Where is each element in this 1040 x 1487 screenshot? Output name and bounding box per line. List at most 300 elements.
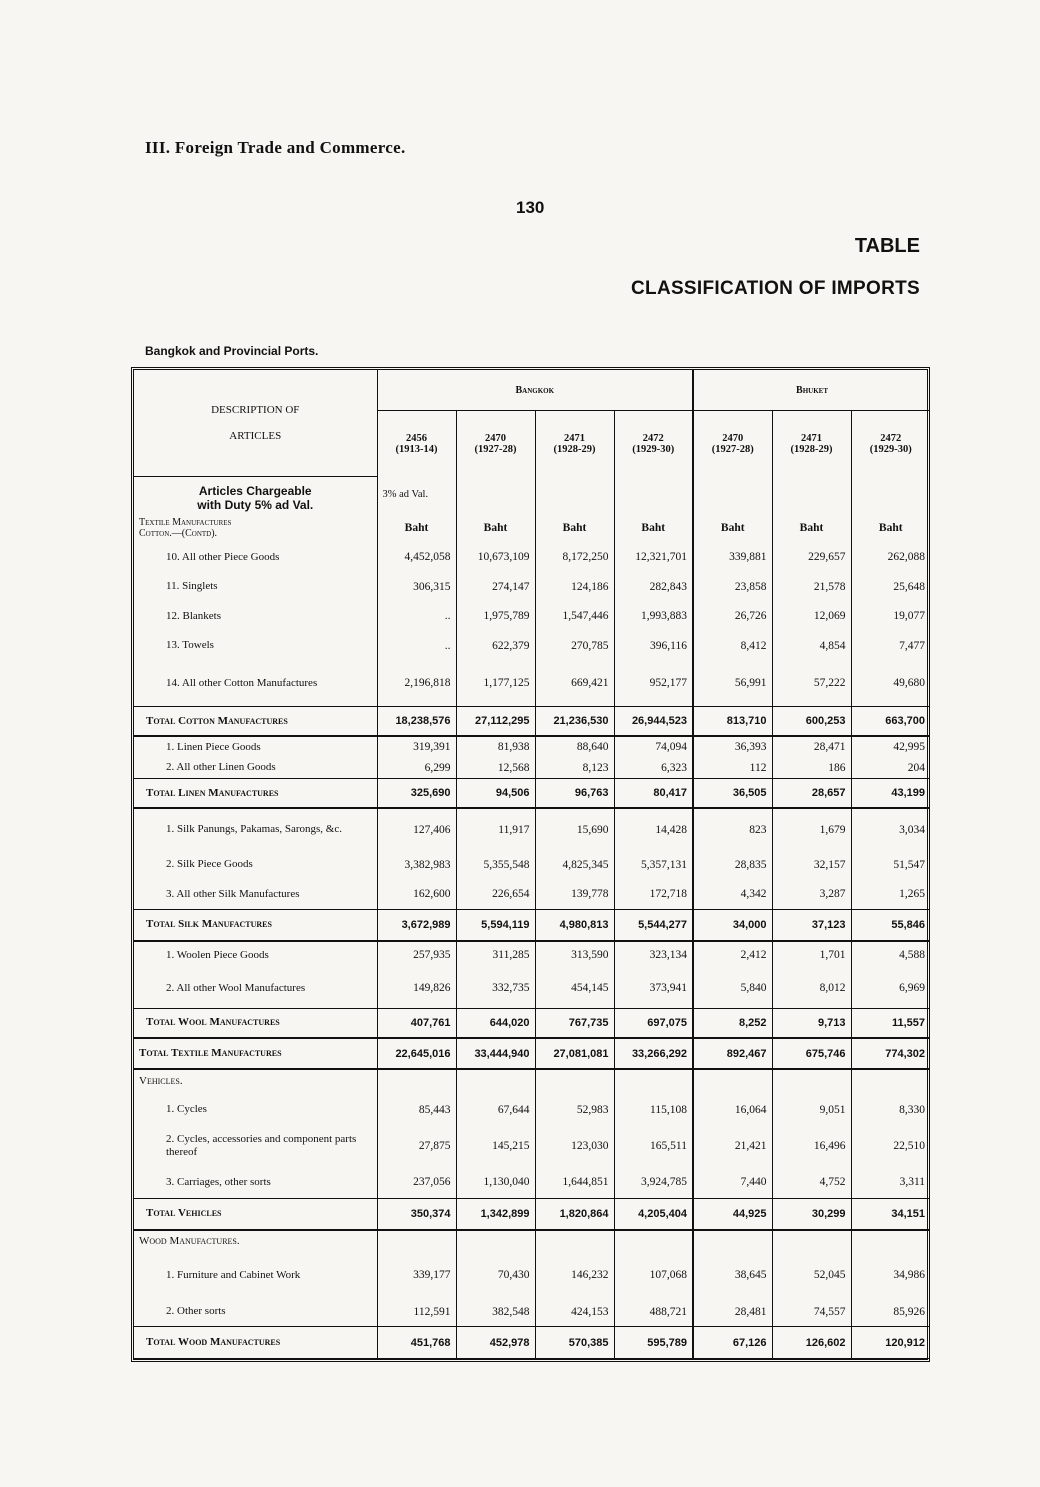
table-row <box>134 757 930 778</box>
table-row <box>134 1126 930 1166</box>
group-label <box>134 1069 377 1092</box>
value-cell: 14,428 <box>614 808 693 850</box>
value-cell: 74,557 <box>772 1297 851 1327</box>
value-cell <box>772 1069 851 1092</box>
row-label-text: 1. Woolen Piece Goods <box>166 948 269 961</box>
row-label-text: 2. Other sorts <box>166 1305 226 1318</box>
value-cell: 382,548 <box>456 1297 535 1327</box>
row-label-text: 1. Furniture and Cabinet Work <box>166 1268 301 1281</box>
value-cell: 4,452,058 <box>377 542 456 572</box>
value-cell: 16,064 <box>693 1093 772 1127</box>
total-label <box>134 909 377 941</box>
value-cell: 3,034 <box>851 808 930 850</box>
value-cell: 319,391 <box>377 736 456 757</box>
value-cell: 9,051 <box>772 1093 851 1127</box>
value-cell: 8,252 <box>693 1008 772 1038</box>
value-cell: 28,471 <box>772 736 851 757</box>
value-cell: 37,123 <box>772 909 851 941</box>
value-cell: 165,511 <box>614 1126 693 1166</box>
value-cell: 94,506 <box>456 779 535 809</box>
table-row <box>134 631 930 661</box>
unit-cell: Baht <box>614 513 693 543</box>
value-cell: 813,710 <box>693 707 772 737</box>
value-cell: 262,088 <box>851 542 930 572</box>
value-cell: 57,222 <box>772 660 851 706</box>
row-label <box>134 880 377 910</box>
value-cell: 56,991 <box>693 660 772 706</box>
value-cell: 339,177 <box>377 1253 456 1297</box>
value-cell: 12,321,701 <box>614 542 693 572</box>
value-cell: 3,924,785 <box>614 1166 693 1198</box>
value-cell: 22,510 <box>851 1126 930 1166</box>
imports-table <box>131 367 930 1362</box>
desc-header-line1: DESCRIPTION OF <box>211 403 300 416</box>
value-cell: 237,056 <box>377 1166 456 1198</box>
value-cell: 23,858 <box>693 572 772 602</box>
value-cell <box>377 1069 456 1092</box>
value-cell <box>851 1230 930 1253</box>
year-header <box>614 411 693 477</box>
table-row <box>134 1230 930 1253</box>
value-cell: 1,975,789 <box>456 601 535 631</box>
value-cell: 33,266,292 <box>614 1038 693 1070</box>
value-cell: 570,385 <box>535 1327 614 1359</box>
value-cell: 81,938 <box>456 736 535 757</box>
row-label <box>134 1166 377 1198</box>
table-row <box>134 572 930 602</box>
value-cell <box>693 1069 772 1092</box>
value-cell: 313,590 <box>535 941 614 968</box>
value-cell: 952,177 <box>614 660 693 706</box>
table-row <box>134 779 930 809</box>
value-cell: 85,926 <box>851 1297 930 1327</box>
unit-cell: Baht <box>456 513 535 543</box>
table-row <box>134 941 930 968</box>
value-cell: 32,157 <box>772 850 851 880</box>
table-row <box>134 1008 930 1038</box>
value-cell: 4,588 <box>851 941 930 968</box>
value-cell: 3,311 <box>851 1166 930 1198</box>
year-header <box>535 411 614 477</box>
page-number: 130 <box>516 198 545 217</box>
value-cell: 27,081,081 <box>535 1038 614 1070</box>
row-label-text: 2. Cycles, accessories and component parts thereof <box>166 1133 357 1159</box>
value-cell: 120,912 <box>851 1327 930 1359</box>
unit-cell: Baht <box>693 513 772 543</box>
row-label <box>134 542 377 572</box>
value-cell: 149,826 <box>377 968 456 1008</box>
unit-cell: Baht <box>535 513 614 543</box>
value-cell: 697,075 <box>614 1008 693 1038</box>
row-label <box>134 1126 377 1166</box>
value-cell: 204 <box>851 757 930 778</box>
value-cell: 323,134 <box>614 941 693 968</box>
row-label <box>134 941 377 968</box>
textile-head: Textile Manufactures <box>139 516 232 528</box>
table-row <box>134 909 930 941</box>
value-cell: 229,657 <box>772 542 851 572</box>
value-cell: 774,302 <box>851 1038 930 1070</box>
value-cell: 4,854 <box>772 631 851 661</box>
table-row <box>134 850 930 880</box>
value-cell: 1,342,899 <box>456 1198 535 1230</box>
value-cell: 52,045 <box>772 1253 851 1297</box>
year-be: 2456 <box>406 432 427 444</box>
value-cell: 12,069 <box>772 601 851 631</box>
value-cell: 8,330 <box>851 1093 930 1127</box>
value-cell <box>614 1230 693 1253</box>
value-cell: 339,881 <box>693 542 772 572</box>
value-cell: 424,153 <box>535 1297 614 1327</box>
value-cell: 34,000 <box>693 909 772 941</box>
value-cell: 19,077 <box>851 601 930 631</box>
desc-header-line2: ARTICLES <box>229 429 282 442</box>
value-cell <box>377 1230 456 1253</box>
value-cell <box>535 1069 614 1092</box>
description-column-header <box>134 370 377 476</box>
total-label <box>134 1038 377 1070</box>
value-cell: 26,944,523 <box>614 707 693 737</box>
value-cell: 55,846 <box>851 909 930 941</box>
row-label <box>134 1297 377 1327</box>
value-cell: 34,151 <box>851 1198 930 1230</box>
table-row <box>134 1198 930 1230</box>
value-cell: 1,177,125 <box>456 660 535 706</box>
value-cell: 1,644,851 <box>535 1166 614 1198</box>
value-cell <box>456 1230 535 1253</box>
value-cell: 595,789 <box>614 1327 693 1359</box>
row-label-text: 1. Cycles <box>166 1103 207 1116</box>
row-label <box>134 757 377 778</box>
value-cell: 88,640 <box>535 736 614 757</box>
value-cell: 186 <box>772 757 851 778</box>
value-cell: .. <box>377 601 456 631</box>
value-cell: 4,980,813 <box>535 909 614 941</box>
value-cell: 18,238,576 <box>377 707 456 737</box>
row-label-text: Total Cotton Manufactures <box>146 714 288 727</box>
value-cell: 28,835 <box>693 850 772 880</box>
value-cell: 5,594,119 <box>456 909 535 941</box>
value-cell: 892,467 <box>693 1038 772 1070</box>
table-label: TABLE <box>854 235 920 257</box>
value-cell: 767,735 <box>535 1008 614 1038</box>
total-label <box>134 779 377 809</box>
row-label-text: Wood Manufactures. <box>139 1235 240 1248</box>
value-cell: 3,287 <box>772 880 851 910</box>
unit-cell: Baht <box>772 513 851 543</box>
value-cell: 282,843 <box>614 572 693 602</box>
value-cell: 4,825,345 <box>535 850 614 880</box>
table-row <box>134 1069 930 1092</box>
row-label-text: 10. All other Piece Goods <box>166 550 280 563</box>
row-label-text: 3. All other Silk Manufactures <box>166 887 300 900</box>
value-cell: 6,323 <box>614 757 693 778</box>
row-label <box>134 601 377 631</box>
value-cell: 1,130,040 <box>456 1166 535 1198</box>
value-cell: 51,547 <box>851 850 930 880</box>
value-cell: 124,186 <box>535 572 614 602</box>
year-header <box>377 411 456 477</box>
value-cell: 823 <box>693 808 772 850</box>
row-label <box>134 631 377 661</box>
row-label-text: 2. Silk Piece Goods <box>166 858 253 871</box>
value-cell: 123,030 <box>535 1126 614 1166</box>
value-cell: 8,123 <box>535 757 614 778</box>
row-label <box>134 1253 377 1297</box>
year-be: 2470 <box>485 432 506 444</box>
value-cell: 600,253 <box>772 707 851 737</box>
value-cell: 8,012 <box>772 968 851 1008</box>
unit-cell: Baht <box>377 513 456 543</box>
value-cell: 162,600 <box>377 880 456 910</box>
value-cell: 226,654 <box>456 880 535 910</box>
value-cell <box>535 1230 614 1253</box>
row-label <box>134 968 377 1008</box>
value-cell: 373,941 <box>614 968 693 1008</box>
value-cell: 43,199 <box>851 779 930 809</box>
year-ce: (1929-30) <box>632 443 675 455</box>
table-row <box>134 1297 930 1327</box>
value-cell <box>614 1069 693 1092</box>
row-label <box>134 1093 377 1127</box>
value-cell: 454,145 <box>535 968 614 1008</box>
value-cell <box>772 1230 851 1253</box>
year-ce: (1927-28) <box>474 443 517 455</box>
value-cell: 96,763 <box>535 779 614 809</box>
table-row <box>134 1327 930 1359</box>
value-cell: 30,299 <box>772 1198 851 1230</box>
year-be: 2471 <box>801 432 822 444</box>
row-label <box>134 660 377 706</box>
value-cell: 146,232 <box>535 1253 614 1297</box>
value-cell: 311,285 <box>456 941 535 968</box>
value-cell: 1,265 <box>851 880 930 910</box>
value-cell: 1,679 <box>772 808 851 850</box>
value-cell: 350,374 <box>377 1198 456 1230</box>
value-cell: 145,215 <box>456 1126 535 1166</box>
year-ce: (1913-14) <box>395 443 438 455</box>
row-label-text: Total Wool Manufactures <box>146 1016 280 1029</box>
value-cell: 36,393 <box>693 736 772 757</box>
table-row <box>134 808 930 850</box>
value-cell: 7,440 <box>693 1166 772 1198</box>
value-cell: 107,068 <box>614 1253 693 1297</box>
value-cell: 21,236,530 <box>535 707 614 737</box>
table-row <box>134 1093 930 1127</box>
value-cell: 1,701 <box>772 941 851 968</box>
value-cell: 4,342 <box>693 880 772 910</box>
value-cell: 8,412 <box>693 631 772 661</box>
row-label-text: Total Silk Manufactures <box>146 918 272 931</box>
value-cell: 34,986 <box>851 1253 930 1297</box>
section-head-line2: with Duty 5% ad Val. <box>197 497 314 512</box>
group-label <box>134 1230 377 1253</box>
value-cell: 33,444,940 <box>456 1038 535 1070</box>
value-cell: 126,602 <box>772 1327 851 1359</box>
value-cell: 16,496 <box>772 1126 851 1166</box>
value-cell: 44,925 <box>693 1198 772 1230</box>
value-cell: 622,379 <box>456 631 535 661</box>
table-row <box>134 707 930 737</box>
value-cell: 9,713 <box>772 1008 851 1038</box>
row-label-text: 1. Linen Piece Goods <box>166 740 261 753</box>
value-cell: 49,680 <box>851 660 930 706</box>
value-cell: 28,481 <box>693 1297 772 1327</box>
table-row <box>134 736 930 757</box>
year-header <box>456 411 535 477</box>
value-cell: 257,935 <box>377 941 456 968</box>
row-label-text: 12. Blankets <box>166 609 221 622</box>
value-cell: 6,969 <box>851 968 930 1008</box>
rate-cell: 3% ad Val. <box>382 489 429 501</box>
value-cell <box>851 1069 930 1092</box>
value-cell: 7,477 <box>851 631 930 661</box>
value-cell: 451,768 <box>377 1327 456 1359</box>
value-cell: 139,778 <box>535 880 614 910</box>
value-cell: 270,785 <box>535 631 614 661</box>
bangkok-header: Bangkok <box>377 370 693 411</box>
value-cell: 669,421 <box>535 660 614 706</box>
year-header <box>772 411 851 477</box>
table-row <box>134 1166 930 1198</box>
section-head-cell <box>134 476 377 512</box>
value-cell: 5,544,277 <box>614 909 693 941</box>
value-cell: 4,205,404 <box>614 1198 693 1230</box>
textile-cotton-head <box>134 513 377 543</box>
row-label-text: 2. All other Linen Goods <box>166 761 276 774</box>
value-cell: 8,172,250 <box>535 542 614 572</box>
value-cell: 11,917 <box>456 808 535 850</box>
value-cell: 38,645 <box>693 1253 772 1297</box>
value-cell: 325,690 <box>377 779 456 809</box>
value-cell: 644,020 <box>456 1008 535 1038</box>
value-cell: 172,718 <box>614 880 693 910</box>
value-cell: 1,547,446 <box>535 601 614 631</box>
value-cell: 26,726 <box>693 601 772 631</box>
unit-cell: Baht <box>851 513 930 543</box>
value-cell: 10,673,109 <box>456 542 535 572</box>
value-cell: 15,690 <box>535 808 614 850</box>
value-cell: 80,417 <box>614 779 693 809</box>
row-label <box>134 808 377 850</box>
total-label <box>134 707 377 737</box>
row-label-text: Total Vehicles <box>146 1207 222 1220</box>
value-cell: 5,355,548 <box>456 850 535 880</box>
value-cell: 5,840 <box>693 968 772 1008</box>
year-be: 2470 <box>722 432 744 444</box>
value-cell: 85,443 <box>377 1093 456 1127</box>
value-cell: 396,116 <box>614 631 693 661</box>
value-cell: 28,657 <box>772 779 851 809</box>
year-ce: (1927-28) <box>711 443 754 455</box>
value-cell: 12,568 <box>456 757 535 778</box>
table-row <box>134 1253 930 1297</box>
value-cell: 25,648 <box>851 572 930 602</box>
value-cell: 663,700 <box>851 707 930 737</box>
year-ce: (1928-29) <box>553 443 596 455</box>
row-label-text: Total Linen Manufactures <box>146 786 279 799</box>
value-cell <box>693 1230 772 1253</box>
value-cell: 1,993,883 <box>614 601 693 631</box>
value-cell: .. <box>377 631 456 661</box>
region-label: Bangkok and Provincial Ports. <box>145 344 319 358</box>
row-label-text: Total Textile Manufactures <box>139 1047 282 1060</box>
value-cell: 22,645,016 <box>377 1038 456 1070</box>
value-cell: 74,094 <box>614 736 693 757</box>
value-cell: 127,406 <box>377 808 456 850</box>
row-label-text: 1. Silk Panungs, Pakamas, Sarongs, &c. <box>166 823 342 836</box>
value-cell: 1,820,864 <box>535 1198 614 1230</box>
value-cell: 2,196,818 <box>377 660 456 706</box>
value-cell: 5,357,131 <box>614 850 693 880</box>
value-cell: 3,672,989 <box>377 909 456 941</box>
total-label <box>134 1198 377 1230</box>
row-label-text: 14. All other Cotton Manufactures <box>166 676 318 689</box>
table-row <box>134 542 930 572</box>
year-header <box>851 411 930 477</box>
value-cell: 52,983 <box>535 1093 614 1127</box>
value-cell: 407,761 <box>377 1008 456 1038</box>
value-cell: 11,557 <box>851 1008 930 1038</box>
table-row <box>134 1038 930 1070</box>
value-cell: 67,644 <box>456 1093 535 1127</box>
value-cell: 112 <box>693 757 772 778</box>
cotton-head: Cotton.—(Contd). <box>139 527 218 539</box>
value-cell: 27,875 <box>377 1126 456 1166</box>
value-cell: 42,995 <box>851 736 930 757</box>
value-cell: 452,978 <box>456 1327 535 1359</box>
value-cell: 306,315 <box>377 572 456 602</box>
table-row <box>134 660 930 706</box>
row-label <box>134 850 377 880</box>
year-be: 2472 <box>642 432 664 444</box>
section-head-line1: Articles Chargeable <box>198 483 312 498</box>
value-cell: 21,421 <box>693 1126 772 1166</box>
value-cell: 675,746 <box>772 1038 851 1070</box>
value-cell: 2,412 <box>693 941 772 968</box>
row-label-text: 13. Towels <box>166 639 214 652</box>
year-ce: (1928-29) <box>790 443 833 455</box>
table-row <box>134 601 930 631</box>
value-cell: 3,382,983 <box>377 850 456 880</box>
value-cell: 112,591 <box>377 1297 456 1327</box>
value-cell: 274,147 <box>456 572 535 602</box>
value-cell: 6,299 <box>377 757 456 778</box>
value-cell: 332,735 <box>456 968 535 1008</box>
row-label-text: 2. All other Wool Manufactures <box>166 981 306 994</box>
value-cell <box>456 1069 535 1092</box>
value-cell: 27,112,295 <box>456 707 535 737</box>
value-cell: 4,752 <box>772 1166 851 1198</box>
row-label <box>134 572 377 602</box>
row-label-text: Vehicles. <box>139 1075 183 1088</box>
year-ce: (1929-30) <box>869 443 912 455</box>
row-label <box>134 736 377 757</box>
value-cell: 70,430 <box>456 1253 535 1297</box>
total-label <box>134 1327 377 1359</box>
section-heading: III. Foreign Trade and Commerce. <box>145 138 406 157</box>
value-cell: 21,578 <box>772 572 851 602</box>
value-cell: 67,126 <box>693 1327 772 1359</box>
value-cell: 36,505 <box>693 779 772 809</box>
row-label-text: 11. Singlets <box>166 580 218 593</box>
table-title: CLASSIFICATION OF IMPORTS <box>631 278 920 299</box>
value-cell: 115,108 <box>614 1093 693 1127</box>
year-be: 2472 <box>880 432 902 444</box>
row-label-text: Total Wood Manufactures <box>146 1336 281 1349</box>
row-label-text: 3. Carriages, other sorts <box>166 1175 271 1188</box>
total-label <box>134 1008 377 1038</box>
